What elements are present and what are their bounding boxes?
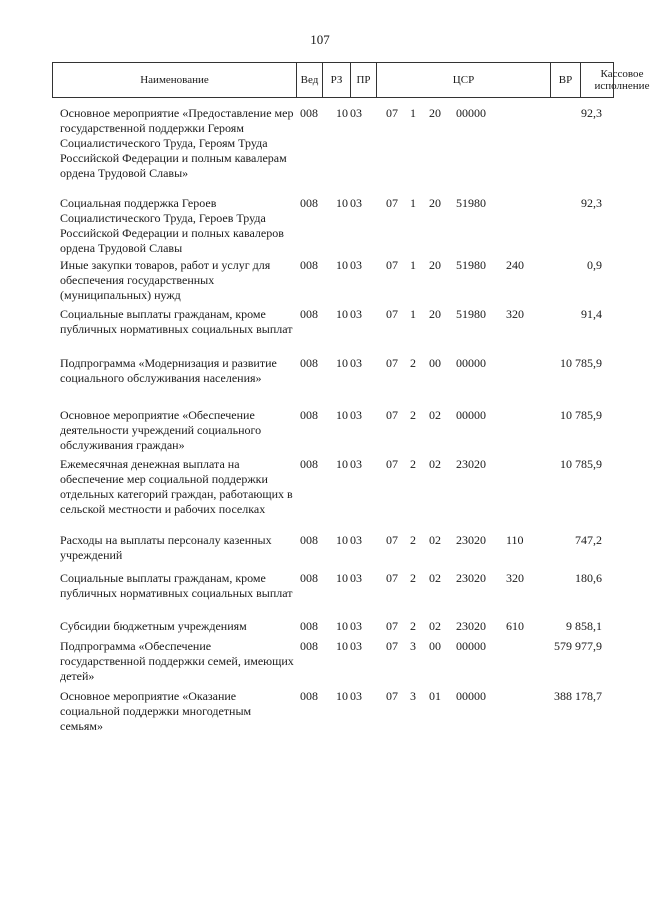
cell-c1: 07 (386, 307, 398, 321)
cell-c3: 20 (429, 258, 441, 272)
cell-pr: 03 (350, 356, 362, 370)
header-vr: ВР (551, 63, 581, 97)
cell-c4: 00000 (456, 689, 486, 703)
cell-rz: 10 (336, 196, 348, 210)
cell-c1: 07 (386, 408, 398, 422)
cell-c3: 02 (429, 457, 441, 471)
cell-c1: 07 (386, 533, 398, 547)
cell-ved: 008 (300, 258, 318, 272)
cell-ved: 008 (300, 571, 318, 585)
cell-ved: 008 (300, 408, 318, 422)
cell-pr: 03 (350, 619, 362, 633)
cell-c3: 02 (429, 408, 441, 422)
cell-c4: 00000 (456, 356, 486, 370)
cell-name: Подпрограмма «Обеспечение государственной поддержки семей, имеющих детей» (60, 639, 294, 683)
cell-ved: 008 (300, 457, 318, 471)
cell-c2: 2 (410, 619, 416, 633)
cell-c2: 2 (410, 571, 416, 585)
cell-c4: 00000 (456, 106, 486, 120)
cell-rz: 10 (336, 639, 348, 653)
cell-amount: 388 178,7 (554, 689, 602, 703)
cell-name: Социальная поддержка Героев Социалистического Труда, Героев Труда Российской Федерации и полных кавалеров ордена Трудовой Славы (60, 196, 284, 255)
cell-amount: 92,3 (581, 106, 602, 120)
cell-c1: 07 (386, 619, 398, 633)
cell-c3: 01 (429, 689, 441, 703)
cell-c4: 51980 (456, 196, 486, 210)
cell-ved: 008 (300, 533, 318, 547)
cell-c1: 07 (386, 258, 398, 272)
cell-c3: 20 (429, 106, 441, 120)
cell-pr: 03 (350, 689, 362, 703)
cell-ved: 008 (300, 307, 318, 321)
cell-name: Социальные выплаты гражданам, кроме публичных нормативных социальных выплат (60, 307, 293, 336)
cell-c2: 1 (410, 106, 416, 120)
cell-vr: 320 (506, 307, 524, 321)
cell-c3: 02 (429, 571, 441, 585)
cell-c2: 2 (410, 356, 416, 370)
cell-c1: 07 (386, 571, 398, 585)
cell-c2: 2 (410, 408, 416, 422)
cell-amount: 91,4 (581, 307, 602, 321)
cell-c2: 1 (410, 196, 416, 210)
cell-amount: 10 785,9 (560, 408, 602, 422)
cell-c1: 07 (386, 457, 398, 471)
cell-c3: 00 (429, 639, 441, 653)
header-kassovoe: Кассовое исполнение (594, 68, 650, 92)
cell-ved: 008 (300, 106, 318, 120)
cell-vr: 240 (506, 258, 524, 272)
cell-amount: 0,9 (587, 258, 602, 272)
cell-amount: 10 785,9 (560, 356, 602, 370)
cell-c4: 51980 (456, 307, 486, 321)
cell-c2: 2 (410, 533, 416, 547)
header-rz: РЗ (323, 63, 351, 97)
cell-name: Расходы на выплаты персоналу казенных учреждений (60, 533, 272, 562)
cell-c1: 07 (386, 196, 398, 210)
cell-pr: 03 (350, 457, 362, 471)
cell-c3: 20 (429, 307, 441, 321)
cell-ved: 008 (300, 619, 318, 633)
cell-amount: 10 785,9 (560, 457, 602, 471)
cell-amount: 92,3 (581, 196, 602, 210)
cell-c4: 51980 (456, 258, 486, 272)
cell-rz: 10 (336, 457, 348, 471)
cell-c3: 02 (429, 533, 441, 547)
cell-amount: 747,2 (575, 533, 602, 547)
cell-ved: 008 (300, 689, 318, 703)
cell-c1: 07 (386, 106, 398, 120)
header-name: Наименование (53, 63, 297, 97)
cell-c4: 23020 (456, 619, 486, 633)
cell-rz: 10 (336, 307, 348, 321)
header-ved: Вед (297, 63, 323, 97)
cell-c4: 23020 (456, 533, 486, 547)
cell-amount: 9 858,1 (566, 619, 602, 633)
cell-rz: 10 (336, 689, 348, 703)
cell-name: Основное мероприятие «Предоставление мер государственной поддержки Героям Социалистического Труда, Героям Труда Российской Федерации и полным кавалерам ордена Трудовой Славы» (60, 106, 294, 180)
cell-pr: 03 (350, 639, 362, 653)
cell-pr: 03 (350, 258, 362, 272)
cell-rz: 10 (336, 106, 348, 120)
cell-c3: 02 (429, 619, 441, 633)
page-number: 107 (310, 32, 330, 47)
cell-c2: 3 (410, 689, 416, 703)
cell-name: Ежемесячная денежная выплата на обеспечение мер социальной поддержки отдельных категорий граждан, работающих в сельской местности и рабочих поселках (60, 457, 293, 516)
cell-rz: 10 (336, 258, 348, 272)
table-header (52, 62, 650, 98)
cell-vr: 610 (506, 619, 524, 633)
cell-pr: 03 (350, 408, 362, 422)
cell-amount: 180,6 (575, 571, 602, 585)
cell-ved: 008 (300, 639, 318, 653)
cell-ved: 008 (300, 356, 318, 370)
cell-name: Иные закупки товаров, работ и услуг для обеспечения государственных (муниципальных) нужд (60, 258, 271, 302)
cell-c3: 20 (429, 196, 441, 210)
cell-name: Основное мероприятие «Обеспечение деятельности учреждений социального обслуживания граждан» (60, 408, 262, 452)
cell-c1: 07 (386, 639, 398, 653)
header-pr: ПР (351, 63, 377, 97)
cell-pr: 03 (350, 307, 362, 321)
cell-c4: 23020 (456, 571, 486, 585)
cell-rz: 10 (336, 408, 348, 422)
cell-name: Подпрограмма «Модернизация и развитие социального обслуживания населения» (60, 356, 277, 385)
cell-rz: 10 (336, 533, 348, 547)
cell-c2: 3 (410, 639, 416, 653)
cell-c2: 2 (410, 457, 416, 471)
cell-vr: 320 (506, 571, 524, 585)
cell-rz: 10 (336, 619, 348, 633)
cell-pr: 03 (350, 106, 362, 120)
cell-amount: 579 977,9 (554, 639, 602, 653)
cell-c4: 00000 (456, 639, 486, 653)
cell-ved: 008 (300, 196, 318, 210)
cell-name: Социальные выплаты гражданам, кроме публичных нормативных социальных выплат (60, 571, 293, 600)
cell-c1: 07 (386, 689, 398, 703)
cell-name: Основное мероприятие «Оказание социальной поддержки многодетным семьям» (60, 689, 252, 733)
cell-vr: 110 (506, 533, 524, 547)
cell-pr: 03 (350, 571, 362, 585)
cell-pr: 03 (350, 533, 362, 547)
cell-c4: 23020 (456, 457, 486, 471)
cell-rz: 10 (336, 571, 348, 585)
cell-c4: 00000 (456, 408, 486, 422)
header-csr: ЦСР (377, 63, 551, 97)
cell-c3: 00 (429, 356, 441, 370)
cell-c2: 1 (410, 258, 416, 272)
cell-pr: 03 (350, 196, 362, 210)
cell-rz: 10 (336, 356, 348, 370)
cell-c2: 1 (410, 307, 416, 321)
cell-name: Субсидии бюджетным учреждениям (60, 619, 247, 633)
cell-c1: 07 (386, 356, 398, 370)
